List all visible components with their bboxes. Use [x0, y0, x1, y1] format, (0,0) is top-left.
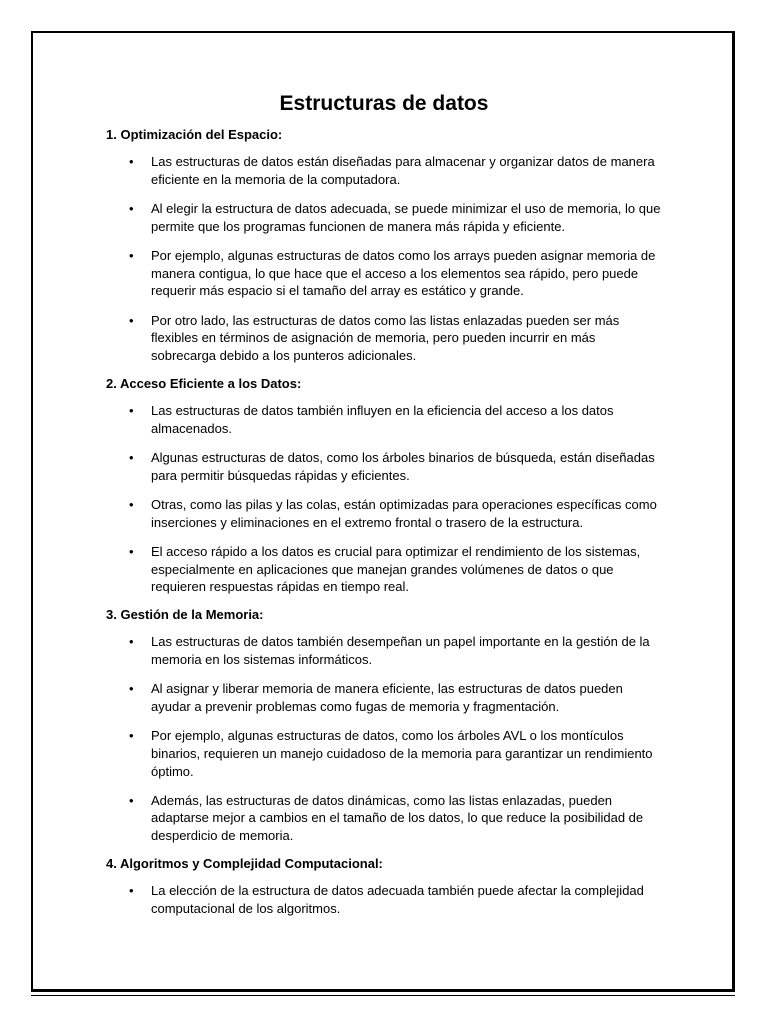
- section-heading: 2. Acceso Eficiente a los Datos:: [106, 376, 302, 392]
- section-4: [74, 856, 664, 917]
- bullet-icon: •: [129, 883, 134, 899]
- bullet-icon: •: [129, 201, 134, 217]
- list-item-text: Por otro lado, las estructuras de datos como las listas enlazadas pueden ser más flexibles en términos de asignación de memoria, pero pueden incurrir en más sobrecarga debido a los punteros adicionales.: [151, 312, 620, 364]
- list-item-text: Al asignar y liberar memoria de manera eficiente, las estructuras de datos pueden ayudar a prevenir problemas como fugas de memoria y fragmentación.: [151, 681, 623, 714]
- bullet-icon: •: [129, 450, 134, 466]
- bullet-icon: •: [129, 634, 134, 650]
- section-1: [74, 127, 664, 364]
- list-item-text: El acceso rápido a los datos es crucial para optimizar el rendimiento de los sistemas, especialmente en aplicaciones que manejan grandes volúmenes de datos o que requieren respuestas rápidas en tiempo real.: [151, 543, 641, 595]
- list-item: [74, 449, 664, 484]
- bullet-icon: •: [129, 543, 134, 559]
- bullet-icon: •: [129, 312, 134, 328]
- list-item-text: Algunas estructuras de datos, como los árboles binarios de búsqueda, están diseñadas para permitir búsquedas rápidas y eficientes.: [151, 450, 655, 483]
- list-item-text: Las estructuras de datos también desempeñan un papel importante en la gestión de la memoria en los sistemas informáticos.: [151, 634, 650, 668]
- bullet-list: [74, 402, 664, 596]
- bullet-icon: •: [129, 154, 134, 170]
- list-item-text: Las estructuras de datos también influyen en la eficiencia del acceso a los datos almacenados.: [151, 403, 614, 436]
- list-item: [74, 543, 664, 596]
- list-item-text: Por ejemplo, algunas estructuras de datos como los arrays pueden asignar memoria de manera contigua, lo que hace que el acceso a los elementos sea rápido, pero puede requerir más espacio si el tamaño del array es estático y grande.: [151, 248, 656, 299]
- list-item: [74, 496, 664, 531]
- section-3: [74, 607, 664, 844]
- list-item-text: Otras, como las pilas y las colas, están optimizadas para operaciones específicas como inserciones y eliminaciones en el extremo frontal o trasero de la estructura.: [151, 496, 657, 530]
- bullet-list: [74, 633, 664, 845]
- list-item-text: Las estructuras de datos están diseñadas para almacenar y organizar datos de manera eficiente en la memoria de la computadora.: [151, 154, 655, 187]
- document-body: [74, 90, 664, 929]
- list-item: [74, 633, 664, 668]
- bullet-icon: •: [129, 728, 134, 744]
- bullet-icon: •: [129, 403, 134, 419]
- bullet-icon: •: [129, 496, 134, 512]
- section-heading: 4. Algoritmos y Complejidad Computacional:: [106, 856, 383, 872]
- list-item: [74, 402, 664, 437]
- bullet-icon: •: [129, 248, 134, 263]
- bullet-list: [74, 153, 664, 365]
- list-item: [74, 247, 664, 300]
- section-2: [74, 376, 664, 596]
- list-item: [74, 153, 664, 188]
- list-item: [74, 680, 664, 715]
- bullet-list: [74, 882, 664, 917]
- bullet-icon: •: [129, 681, 134, 697]
- document-title: Estructuras de datos: [279, 92, 489, 115]
- list-item: [74, 882, 664, 917]
- list-item-text: Además, las estructuras de datos dinámicas, como las listas enlazadas, pueden adaptarse mejor a cambios en el tamaño de los datos, lo que reduce la posibilidad de desperdicio de memoria.: [151, 792, 644, 844]
- list-item-text: La elección de la estructura de datos adecuada también puede afectar la complejidad computacional de los algoritmos.: [151, 883, 644, 916]
- list-item: [74, 727, 664, 780]
- list-item: [74, 200, 664, 235]
- section-heading: 3. Gestión de la Memoria:: [106, 607, 264, 623]
- list-item-text: Al elegir la estructura de datos adecuada, se puede minimizar el uso de memoria, lo que permite que los programas funcionen de manera más rápida y eficiente.: [151, 201, 661, 234]
- list-item-text: Por ejemplo, algunas estructuras de datos, como los árboles AVL o los montículos binarios, requieren un manejo cuidadoso de la memoria para garantizar un rendimiento óptimo.: [151, 728, 653, 779]
- section-heading: 1. Optimización del Espacio:: [106, 127, 283, 143]
- list-item: [74, 312, 664, 365]
- bullet-icon: •: [129, 792, 134, 808]
- list-item: [74, 792, 664, 845]
